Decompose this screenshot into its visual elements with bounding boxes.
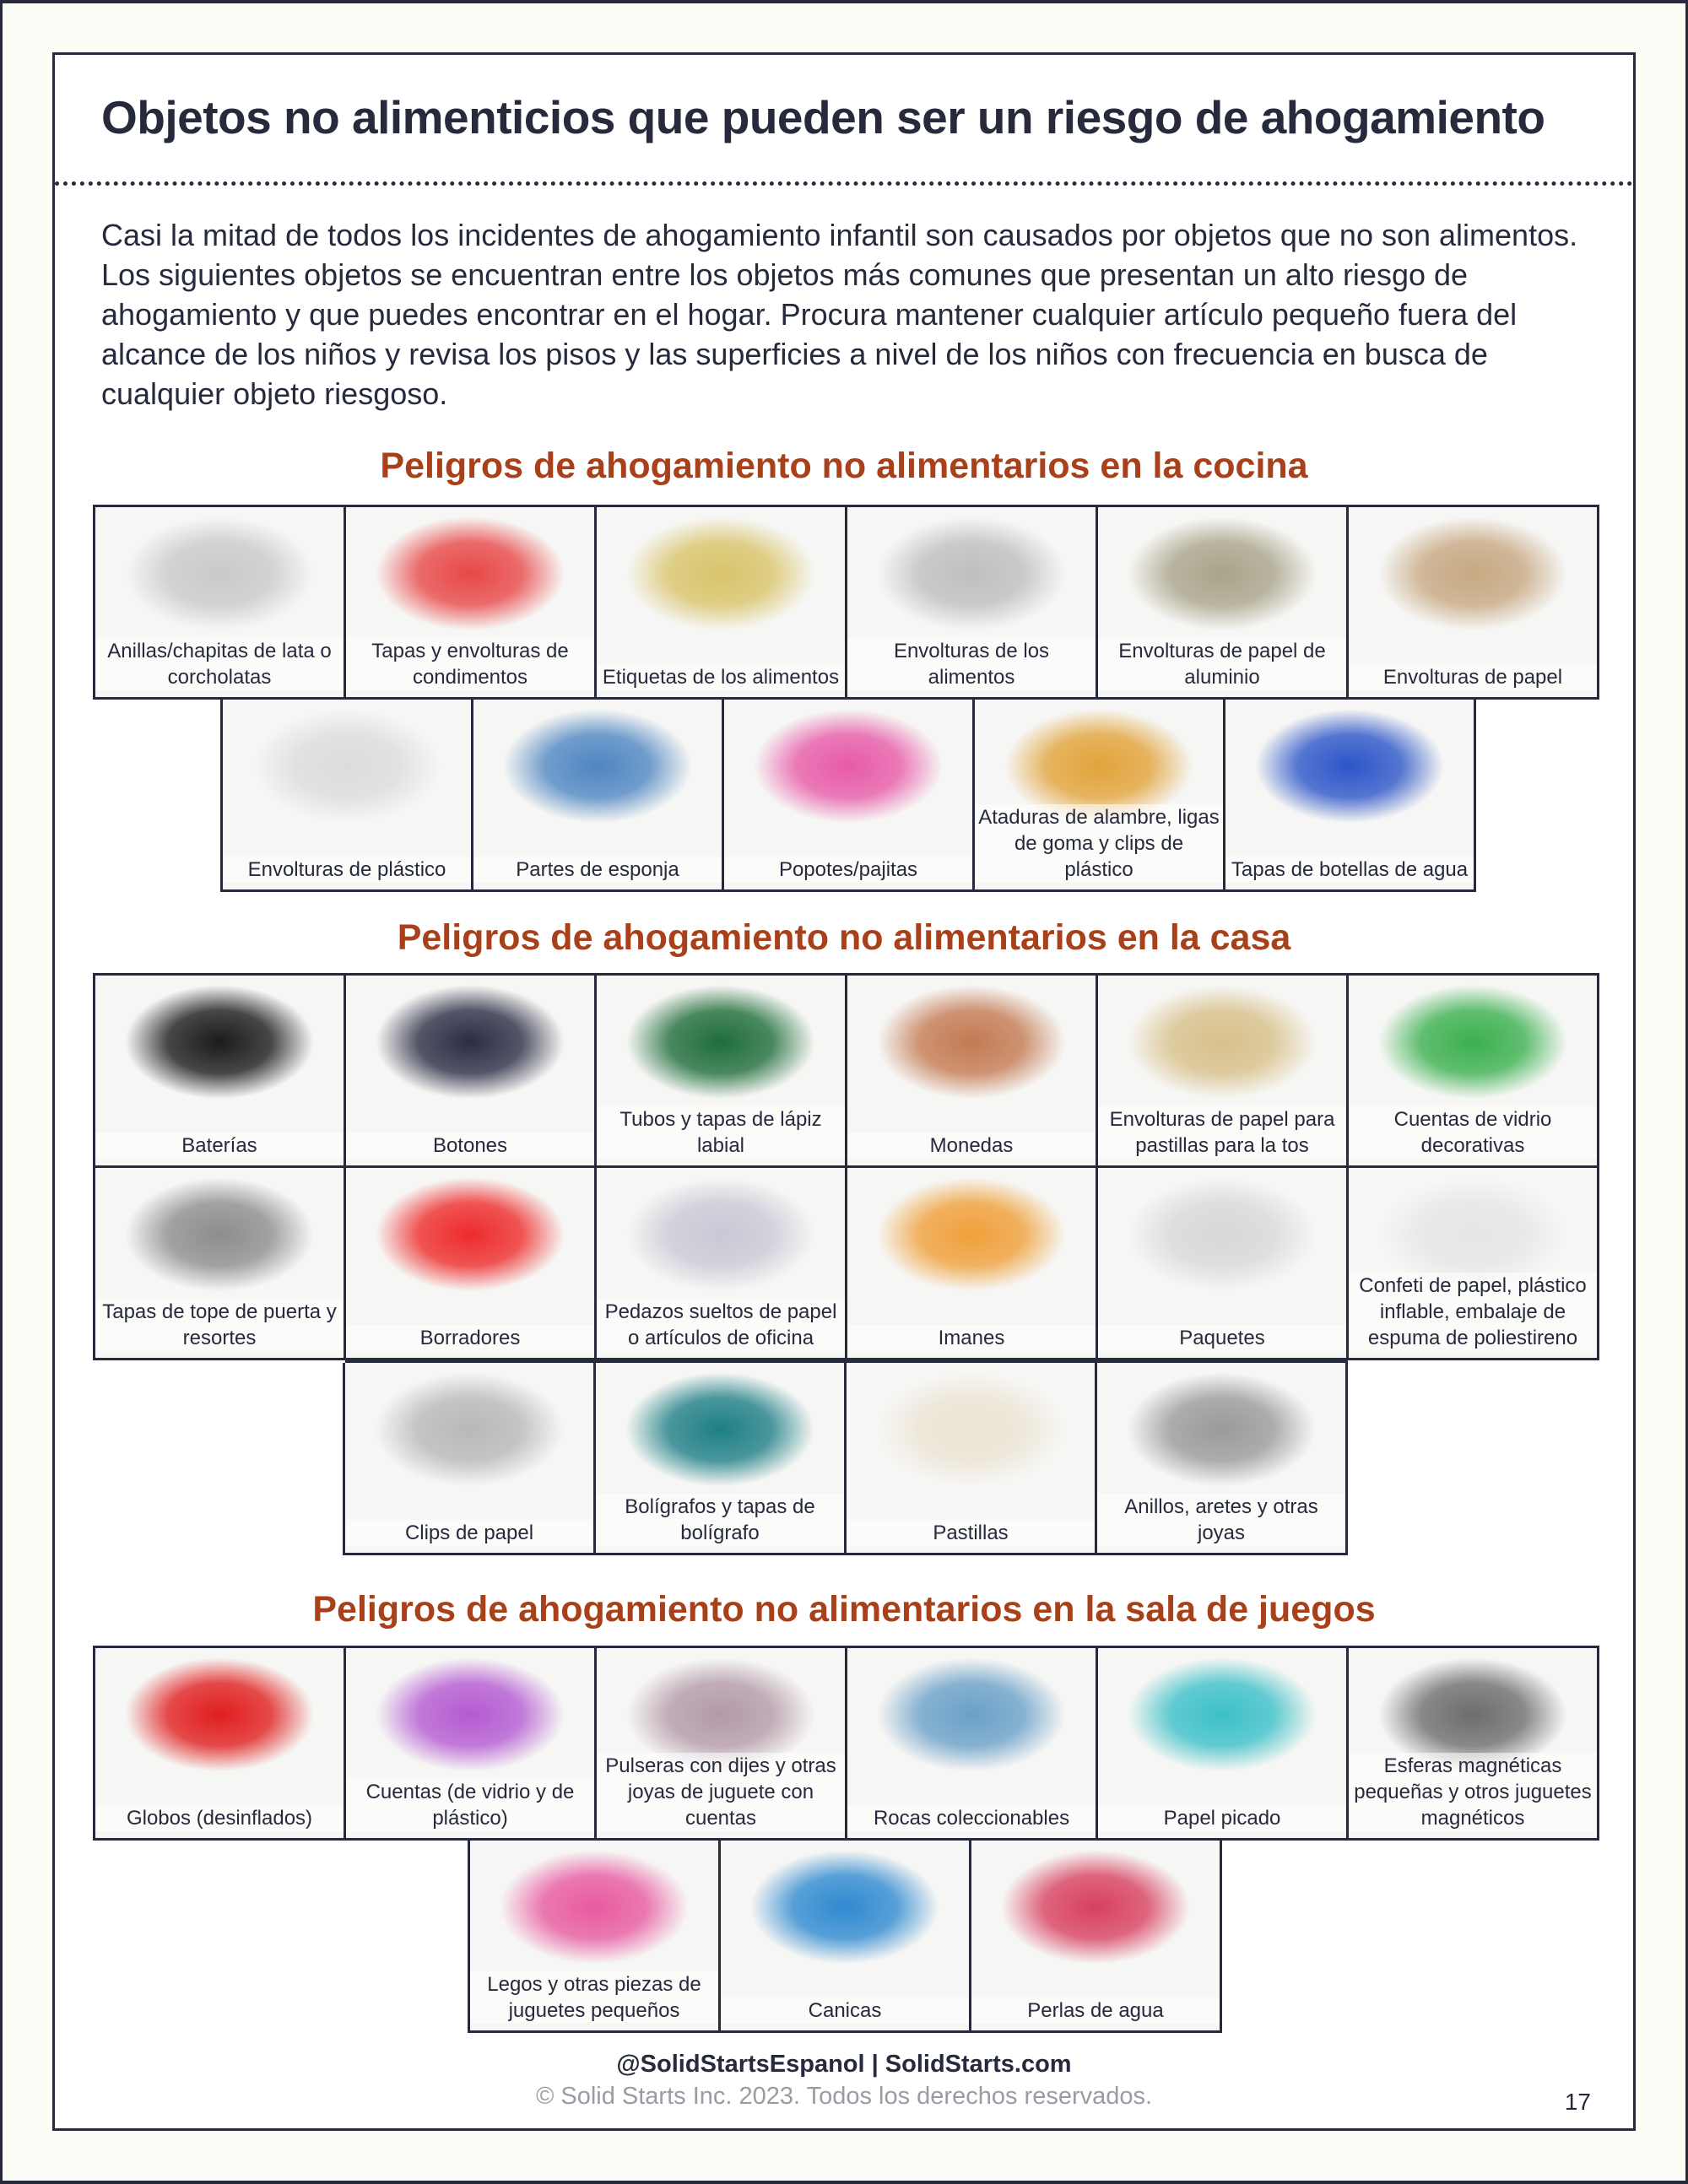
- top-border: [0, 0, 1688, 3]
- item-label: Globos (desinflados): [95, 1805, 344, 1831]
- item-tile: [1349, 1646, 1599, 1841]
- item-tile: [1098, 1165, 1349, 1360]
- bottom-border: [0, 2181, 1688, 2184]
- item-tile: [847, 1646, 1098, 1841]
- item-label: Envolturas de los alimentos: [847, 638, 1096, 690]
- item-label: Pedazos sueltos de papel o artículos de oficina: [597, 1299, 845, 1351]
- item-tile: [1349, 1165, 1599, 1360]
- item-tile: [597, 505, 847, 700]
- item-tile: [346, 1646, 597, 1841]
- item-label: Canicas: [721, 1997, 969, 2024]
- item-label: Tubos y tapas de lápiz labial: [597, 1106, 845, 1159]
- item-label: Cuentas (de vidrio y de plástico): [346, 1779, 594, 1831]
- item-tile: [971, 1838, 1222, 2033]
- item-tile: [473, 697, 724, 892]
- item-tile: [346, 505, 597, 700]
- house-grid-row-1: [93, 973, 1599, 1168]
- house-grid-row-3: [343, 1363, 1348, 1555]
- item-tile: [596, 1360, 847, 1555]
- item-label: Legos y otras piezas de juguetes pequeños: [470, 1971, 718, 2024]
- house-grid-row-2: [93, 1168, 1599, 1360]
- item-tile: [1349, 973, 1599, 1168]
- dotted-divider: [55, 181, 1633, 186]
- item-tile: [975, 697, 1225, 892]
- playroom-grid-row-2: [468, 1841, 1222, 2033]
- item-tile: [1098, 973, 1349, 1168]
- item-label: Envolturas de papel para pastillas para la tos: [1098, 1106, 1346, 1159]
- item-label: Clips de papel: [345, 1520, 593, 1546]
- item-label: Papel picado: [1098, 1805, 1346, 1831]
- page-title: Objetos no alimenticios que pueden ser un riesgo de ahogamiento: [101, 91, 1545, 143]
- item-tile: [1225, 697, 1476, 892]
- kitchen-grid-row-2: [220, 700, 1476, 892]
- page-number: 17: [1564, 2089, 1591, 2115]
- item-tile: [223, 697, 473, 892]
- item-tile: [597, 1165, 847, 1360]
- item-label: Paquetes: [1098, 1325, 1346, 1351]
- left-border: [0, 0, 3, 2184]
- item-tile: [847, 505, 1098, 700]
- item-label: Popotes/pajitas: [724, 857, 972, 883]
- kitchen-grid-row-1: [93, 505, 1599, 700]
- item-label: Envolturas de plástico: [223, 857, 471, 883]
- item-tile: [1097, 1360, 1348, 1555]
- item-label: Ataduras de alambre, ligas de goma y clips de plástico: [975, 804, 1223, 883]
- item-tile: [95, 505, 346, 700]
- item-label: Bolígrafos y tapas de bolígrafo: [596, 1494, 844, 1546]
- item-label: Pulseras con dijes y otras joyas de juguete con cuentas: [597, 1753, 845, 1831]
- item-label: Tapas y envolturas de condimentos: [346, 638, 594, 690]
- section-heading-house: Peligros de ahogamiento no alimentarios en la casa: [397, 917, 1291, 958]
- item-tile: [597, 973, 847, 1168]
- item-tile: [1098, 1646, 1349, 1841]
- item-tile: [95, 1165, 346, 1360]
- item-label: Borradores: [346, 1325, 594, 1351]
- item-tile: [724, 697, 975, 892]
- item-tile: [95, 973, 346, 1168]
- item-tile: [346, 1165, 597, 1360]
- section-heading-playroom: Peligros de ahogamiento no alimentarios en la sala de juegos: [312, 1589, 1376, 1630]
- intro-paragraph: Casi la mitad de todos los incidentes de ahogamiento infantil son causados por objetos que no son alimentos. Los siguientes objetos se encuentran entre los objetos más comunes que presentan un alto riesgo de ahogamiento y que puedes encontrar en el hogar. Procura mantener cualquier artículo pequeño fuera del alcance de los niños y revisa los pisos y las superficies a nivel de los niños con frecuencia en busca de cualquier objeto riesgoso.: [101, 218, 1578, 411]
- item-label: Tapas de tope de puerta y resortes: [95, 1299, 344, 1351]
- item-label: Partes de esponja: [473, 857, 722, 883]
- item-label: Cuentas de vidrio decorativas: [1349, 1106, 1597, 1159]
- item-label: Botones: [346, 1133, 594, 1159]
- item-tile: [847, 973, 1098, 1168]
- item-tile: [1098, 505, 1349, 700]
- item-label: Pastillas: [847, 1520, 1095, 1546]
- section-heading-kitchen: Peligros de ahogamiento no alimentarios en la cocina: [380, 446, 1308, 486]
- item-label: Rocas coleccionables: [847, 1805, 1096, 1831]
- item-label: Anillas/chapitas de lata o corcholatas: [95, 638, 344, 690]
- item-label: Tapas de botellas de agua: [1225, 857, 1474, 883]
- item-label: Baterías: [95, 1133, 344, 1159]
- item-tile: [847, 1165, 1098, 1360]
- item-label: Imanes: [847, 1325, 1096, 1351]
- social-links: @SolidStartsEspanol | SolidStarts.com: [616, 2051, 1072, 2078]
- item-label: Envolturas de papel de aluminio: [1098, 638, 1346, 690]
- page-frame: [52, 52, 1636, 2131]
- item-tile: [597, 1646, 847, 1841]
- item-label: Anillos, aretes y otras joyas: [1097, 1494, 1345, 1546]
- item-label: Envolturas de papel: [1349, 664, 1597, 690]
- item-label: Confeti de papel, plástico inflable, embalaje de espuma de poliestireno: [1349, 1273, 1597, 1351]
- item-tile: [346, 973, 597, 1168]
- item-tile: [721, 1838, 971, 2033]
- item-label: Etiquetas de los alimentos: [597, 664, 845, 690]
- item-label: Esferas magnéticas pequeñas y otros juguetes magnéticos: [1349, 1753, 1597, 1831]
- playroom-grid-row-1: [93, 1646, 1599, 1841]
- copyright: © Solid Starts Inc. 2023. Todos los derechos reservados.: [535, 2083, 1153, 2110]
- item-label: Monedas: [847, 1133, 1096, 1159]
- item-tile: [847, 1360, 1097, 1555]
- item-label: Perlas de agua: [971, 1997, 1220, 2024]
- item-tile: [1349, 505, 1599, 700]
- item-tile: [95, 1646, 346, 1841]
- item-tile: [470, 1838, 721, 2033]
- item-tile: [345, 1360, 596, 1555]
